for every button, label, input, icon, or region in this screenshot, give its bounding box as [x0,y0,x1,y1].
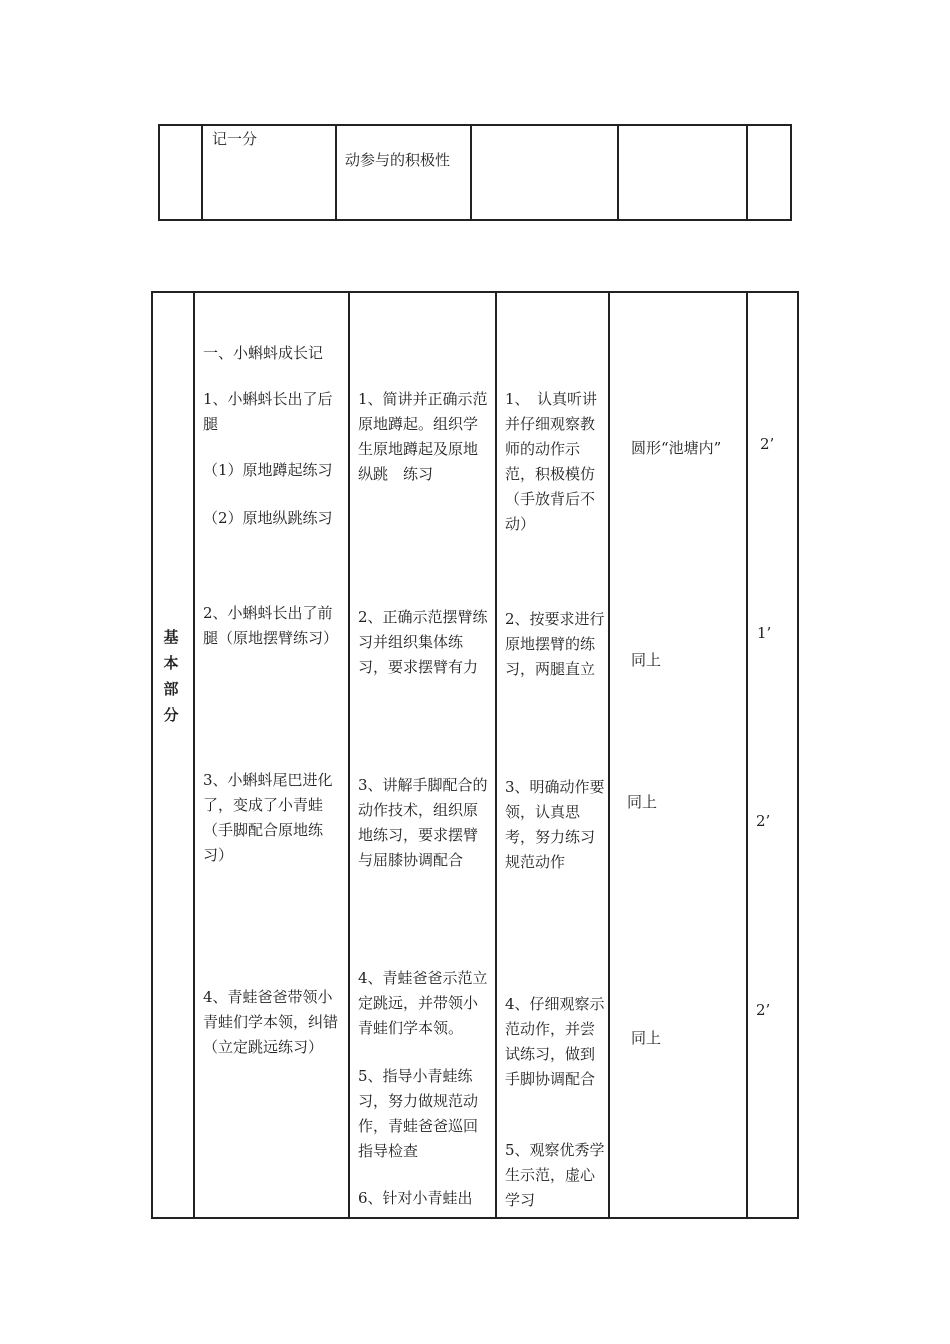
row1-teacher: 1、简讲并正确示范原地蹲起。组织学生原地蹲起及原地纵跳 练习 [358,390,488,483]
row4-formation: 同上 [631,1029,662,1047]
row4-teacher-step: 4、青蛙爸爸示范立定跳远，并带领小青蛙们学本领。 [358,969,488,1037]
row1-content-item: （1）原地蹲起练习 [203,461,333,479]
top-table-vline [335,124,337,221]
top-table-vline [617,124,619,221]
top-table-vline [158,124,160,221]
row4-teacher-step: 6、针对小青蛙出 [358,1189,473,1207]
row3-formation: 同上 [627,793,658,811]
main-table-vline [608,291,610,1219]
row1-content-item: （2）原地纵跳练习 [203,509,333,527]
top-table-border-bottom [158,219,792,221]
main-table-border-top [151,291,799,293]
row2-student: 2、按要求进行原地摆臂的练习，两腿直立 [505,610,605,678]
main-table-vline [495,291,497,1219]
row4-student-step: 4、仔细观察示范动作，并尝试练习，做到手脚协调配合 [505,995,605,1088]
main-table-vline [348,291,350,1219]
row1-formation: 圆形“池塘内” [631,439,722,457]
row3-time: 2’ [756,812,771,830]
row4-content: 4、青蛙爸爸带领小青蛙们学本领，纠错（立定跳远练习） [203,988,339,1056]
top-table-border-top [158,124,792,126]
main-table-vline [797,291,799,1219]
row1-time: 2’ [760,435,775,453]
main-table-border-bottom [151,1217,799,1219]
top-cell-content: 记一分 [212,130,258,148]
top-cell-teacher: 动参与的积极性 [345,151,451,169]
main-table-vline [746,291,748,1219]
row1-student: 1、 认真听讲并仔细观察教师的动作示范，积极模仿（手放背后不动） [505,390,598,533]
row2-time: 1’ [757,624,772,642]
row4-student-step: 5、观察优秀学生示范，虚心学习 [505,1141,605,1209]
row2-content: 2、小蝌蚪长出了前腿（原地摆臂练习） [203,604,339,647]
row4-time: 2’ [756,1001,771,1019]
row2-teacher: 2、正确示范摆臂练习并组织集体练习，要求摆臂有力 [358,608,488,676]
top-table-vline [746,124,748,221]
row3-student: 3、明确动作要领，认真思考，努力练习规范动作 [505,778,605,871]
row2-formation: 同上 [631,651,662,669]
top-table-vline [790,124,792,221]
row1-content-heading: 一、小蝌蚪成长记 [203,344,324,362]
row3-content: 3、小蝌蚪尾巴进化了，变成了小青蛙（手脚配合原地练习） [203,771,333,864]
top-table-vline [201,124,203,221]
top-table-vline [470,124,472,221]
row4-teacher-step: 5、指导小青蛙练习，努力做规范动作，青蛙爸爸巡回指导检查 [358,1067,479,1160]
row3-teacher: 3、讲解手脚配合的动作技术，组织原地练习，要求摆臂与屈膝协调配合 [358,776,488,869]
main-table-vline [193,291,195,1219]
row1-content-item: 1、小蝌蚪长出了后腿 [203,390,333,433]
main-table-vline [151,291,153,1219]
section-label: 基本部分 [163,628,179,724]
